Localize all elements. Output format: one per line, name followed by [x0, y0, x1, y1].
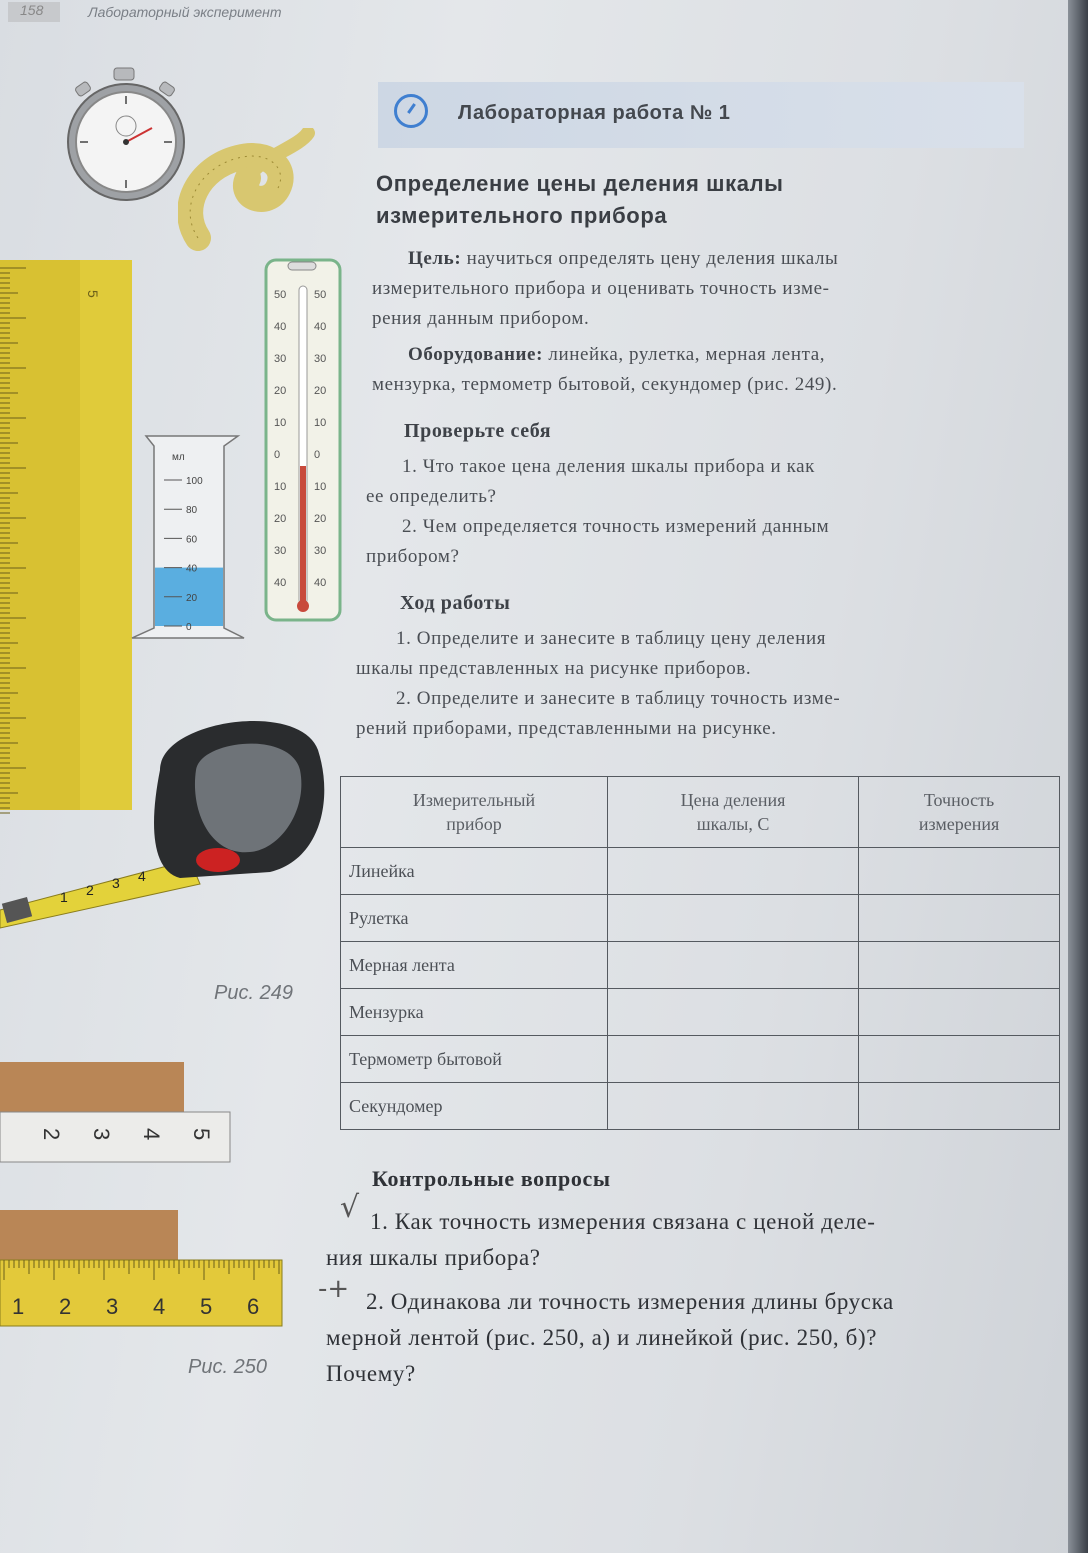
- handwritten-plus-mark: -+: [318, 1274, 350, 1304]
- device-cell: Секундомер: [341, 1083, 608, 1130]
- thermometer-tick-label: 30: [314, 545, 327, 557]
- division-cell[interactable]: [608, 895, 859, 942]
- thermometer-tick-label: 40: [274, 321, 287, 333]
- page-edge-shadow: [1068, 0, 1088, 1553]
- question-text: мерной лентой (рис. 250, а) и линейкой (рис. 250, б)?: [326, 1325, 878, 1350]
- ruler-b-tick-label: 5: [200, 1294, 213, 1319]
- accuracy-cell[interactable]: [859, 942, 1060, 989]
- measuring-cylinder-illustration: [124, 428, 254, 648]
- thermometer-tick-label: 30: [274, 353, 287, 365]
- goal-text: научиться определять цену деления шкалы: [461, 248, 839, 269]
- question-text: 1. Как точность измерения связана с ценой деле-: [370, 1209, 876, 1234]
- column-header-division: [608, 777, 859, 848]
- division-cell[interactable]: [608, 848, 859, 895]
- table-row: [341, 895, 1060, 942]
- division-cell[interactable]: [608, 942, 859, 989]
- question-text: Почему?: [326, 1361, 416, 1386]
- question-text: 1. Что такое цена деления шкалы прибора и как: [402, 456, 815, 477]
- measuring-tape-roll-illustration: [178, 128, 318, 258]
- question-text: 2. Одинакова ли точность измерения длины бруска: [366, 1289, 894, 1314]
- svg-text:5: 5: [85, 290, 101, 298]
- ruler-b-tick-label: 3: [106, 1294, 119, 1319]
- table-row: [341, 1083, 1060, 1130]
- table-row: [341, 848, 1060, 895]
- tape-a-tick-label: 4: [139, 1128, 164, 1141]
- fig250a-tape-on-block-illustration: [0, 1062, 240, 1172]
- cylinder-tick-label: 0: [186, 622, 192, 633]
- page-number: 158: [8, 2, 60, 22]
- tape-measure-illustration: [0, 710, 330, 930]
- division-cell[interactable]: [608, 1036, 859, 1083]
- accuracy-cell[interactable]: [859, 895, 1060, 942]
- thermometer-tick-label: 10: [274, 481, 287, 493]
- thermometer-illustration: [262, 256, 344, 626]
- cylinder-tick-label: 40: [186, 563, 198, 575]
- division-cell[interactable]: [608, 1083, 859, 1130]
- header-text: измерения: [918, 814, 1000, 834]
- stopwatch-icon: [394, 94, 428, 128]
- goal-label: Цель:: [408, 248, 462, 269]
- lab-title: Лабораторная работа № 1: [458, 102, 731, 124]
- procedure-steps: [356, 624, 1046, 744]
- question-text: 2. Чем определяется точность измерений данным: [402, 516, 830, 537]
- cylinder-tick-label: 100: [186, 476, 203, 487]
- column-header-device: [341, 777, 608, 848]
- ruler-b-tick-label: 1: [12, 1294, 25, 1319]
- table-row: [341, 942, 1060, 989]
- header-text: Точность: [923, 790, 995, 810]
- tape-a-tick-label: 2: [39, 1128, 64, 1141]
- thermometer-tick-label: 0: [314, 449, 321, 461]
- figure-250-caption: Рис. 250: [188, 1356, 267, 1378]
- ruler-b-tick-label: 4: [153, 1294, 166, 1319]
- table-row: [341, 1036, 1060, 1083]
- equipment-text: линейка, рулетка, мерная лента,: [543, 344, 826, 365]
- check-yourself-heading: Проверьте себя: [404, 420, 552, 442]
- equipment-text: мензурка, термометр бытовой, секундомер (рис. 249).: [372, 374, 838, 395]
- running-head: [0, 0, 420, 26]
- thermometer-tick-label: 40: [274, 577, 287, 589]
- thermometer-tick-label: 40: [314, 577, 327, 589]
- thermometer-tick-label: 20: [314, 513, 327, 525]
- thermometer-tick-label: 20: [274, 385, 287, 397]
- tape-a-tick-label: 5: [189, 1128, 214, 1141]
- goal-paragraph: [372, 244, 1042, 334]
- equipment-paragraph: [372, 340, 1042, 400]
- accuracy-cell[interactable]: [859, 989, 1060, 1036]
- lab-heading: [376, 168, 976, 232]
- cylinder-tick-label: 20: [186, 592, 198, 604]
- question-text: ее определить?: [366, 486, 497, 507]
- step-text: 2. Определите и занесите в таблицу точность изме-: [396, 688, 841, 709]
- cylinder-tick-label: 60: [186, 534, 198, 546]
- cylinder-tick-label: 80: [186, 505, 198, 517]
- step-text: 1. Определите и занесите в таблицу цену деления: [396, 628, 827, 649]
- procedure-heading: Ход работы: [400, 592, 511, 614]
- header-text: Цена деления: [680, 790, 786, 810]
- control-questions: [326, 1204, 1066, 1392]
- device-cell: Мензурка: [341, 989, 608, 1036]
- step-text: шкалы представленных на рисунке приборов.: [356, 658, 752, 679]
- handwritten-check-mark: √: [340, 1190, 360, 1225]
- column-header-accuracy: [859, 777, 1060, 848]
- table-row: [341, 989, 1060, 1036]
- header-text: шкалы, С: [696, 814, 770, 834]
- lab-heading-line: измерительного прибора: [376, 203, 668, 228]
- equipment-label: Оборудование:: [408, 344, 544, 365]
- table-header-row: [341, 777, 1060, 848]
- thermometer-tick-label: 0: [274, 449, 281, 461]
- fig250b-ruler-on-block-illustration: [0, 1210, 290, 1330]
- ruler-b-tick-label: 2: [59, 1294, 72, 1319]
- running-head-title: Лабораторный эксперимент: [88, 4, 282, 20]
- question-text: ния шкалы прибора?: [326, 1245, 541, 1270]
- tape-tick-label: 3: [112, 875, 120, 891]
- accuracy-cell[interactable]: [859, 1083, 1060, 1130]
- ruler-b-tick-label: 6: [247, 1294, 260, 1319]
- goal-text: измерительного прибора и оценивать точность изме-: [372, 278, 830, 299]
- tape-tick-label: 4: [138, 868, 146, 884]
- division-cell[interactable]: [608, 989, 859, 1036]
- measurement-table: [340, 776, 1060, 1130]
- check-yourself-questions: [366, 452, 1042, 572]
- thermometer-tick-label: 30: [274, 545, 287, 557]
- device-cell: Линейка: [341, 848, 608, 895]
- control-questions-heading: Контрольные вопросы: [372, 1166, 611, 1191]
- thermometer-tick-label: 20: [314, 385, 327, 397]
- tape-a-tick-label: 3: [89, 1128, 114, 1141]
- thermometer-tick-label: 30: [314, 353, 327, 365]
- tape-tick-label: 1: [60, 889, 68, 905]
- goal-text: рения данным прибором.: [372, 308, 590, 329]
- thermometer-tick-label: 10: [314, 417, 327, 429]
- step-text: рений приборами, представленными на рисунке.: [356, 718, 777, 739]
- header-text: прибор: [446, 814, 502, 834]
- accuracy-cell[interactable]: [859, 1036, 1060, 1083]
- figure-249-caption: Рис. 249: [214, 982, 293, 1004]
- thermometer-tick-label: 10: [314, 481, 327, 493]
- lab-header-banner: [378, 82, 1024, 148]
- thermometer-tick-label: 50: [314, 289, 327, 301]
- thermometer-tick-label: 10: [274, 417, 287, 429]
- thermometer-tick-label: 50: [274, 289, 287, 301]
- thermometer-tick-label: 20: [274, 513, 287, 525]
- device-cell: Термометр бытовой: [341, 1036, 608, 1083]
- header-text: Измерительный: [412, 790, 536, 810]
- accuracy-cell[interactable]: [859, 848, 1060, 895]
- thermometer-tick-label: 40: [314, 321, 327, 333]
- cylinder-unit-label: мл: [172, 452, 185, 463]
- question-text: прибором?: [366, 546, 460, 567]
- lab-heading-line: Определение цены деления шкалы: [376, 171, 784, 196]
- device-cell: Рулетка: [341, 895, 608, 942]
- tape-tick-label: 2: [86, 882, 94, 898]
- device-cell: Мерная лента: [341, 942, 608, 989]
